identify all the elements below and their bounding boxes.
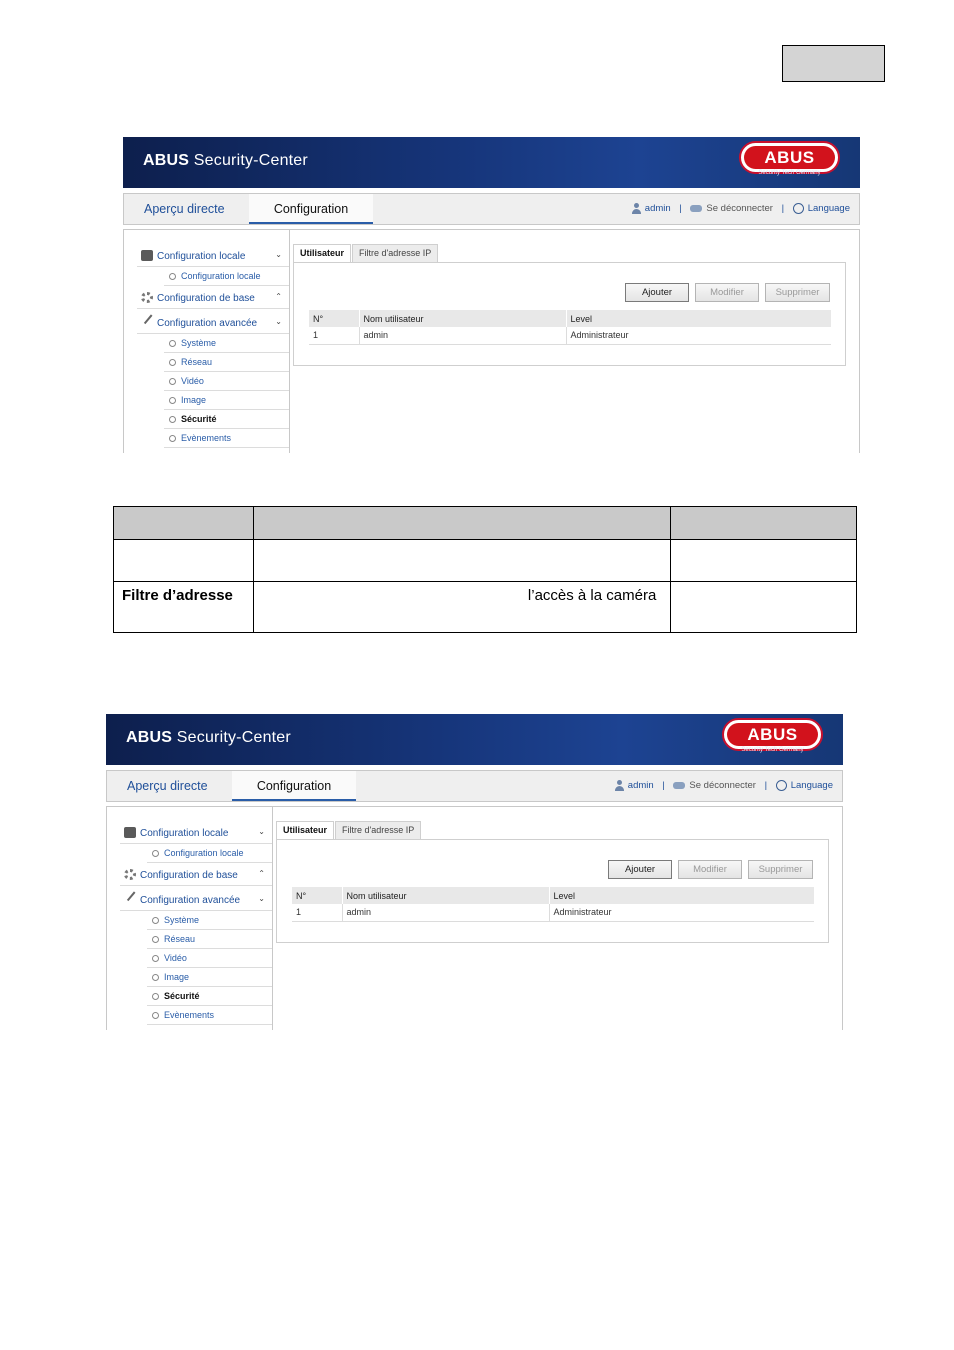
sidebar-basic-config[interactable]: Configuration de base ⌃ [120, 864, 273, 886]
row-label-ip-filter: Filtre d’adresse [114, 582, 254, 633]
row-description: l’accès à la caméra [253, 582, 670, 633]
tab-configuration[interactable]: Configuration [249, 194, 373, 224]
gear-icon [141, 292, 153, 303]
column-header: N° [292, 887, 342, 904]
logo-tagline: Security Tech Germany [741, 747, 804, 753]
page-number-box [782, 45, 885, 82]
user-link[interactable]: admin [644, 203, 671, 214]
chevron-up-icon: ⌃ [258, 869, 265, 878]
user-table [292, 887, 814, 922]
app-title: ABUS Security-Center [143, 152, 308, 169]
sidebar-item-network[interactable]: Réseau [164, 353, 290, 372]
screenshot-user-tab [123, 137, 860, 453]
user-bar: admin | Se déconnecter | Language [631, 203, 850, 214]
column-header: Level [549, 887, 814, 904]
logout-icon [673, 782, 685, 789]
delete-button[interactable]: Supprimer [765, 283, 830, 302]
table-row[interactable]: 1 admin Administrateur [292, 904, 814, 921]
logout-link[interactable]: Se déconnecter [689, 780, 756, 791]
logout-link[interactable]: Se déconnecter [706, 203, 773, 214]
user-bar: admin | Se déconnecter | Language [614, 780, 833, 791]
sidebar-advanced-config[interactable]: Configuration avancée ⌄ [137, 312, 290, 334]
content-area [106, 806, 843, 1030]
chevron-down-icon: ⌄ [275, 250, 282, 259]
logo-tagline: Security Tech Germany [758, 170, 821, 176]
column-header: Nom utilisateur [342, 887, 549, 904]
camera-icon [141, 250, 153, 261]
user-icon [614, 780, 624, 791]
sidebar-item-events[interactable]: Evènements [164, 429, 290, 448]
language-link[interactable]: Language [807, 203, 850, 214]
sidebar [120, 807, 273, 1030]
user-panel [276, 839, 829, 943]
sidebar-item-security[interactable]: Sécurité [147, 987, 273, 1006]
table-row [114, 540, 857, 582]
user-table [309, 310, 831, 345]
abus-logo: ABUS [722, 718, 823, 751]
table-row [114, 582, 857, 633]
abus-logo: ABUS [739, 141, 840, 174]
globe-icon [776, 780, 787, 791]
top-nav [123, 193, 860, 225]
chevron-down-icon: ⌄ [258, 894, 265, 903]
modify-button[interactable]: Modifier [678, 860, 742, 879]
delete-button[interactable]: Supprimer [748, 860, 813, 879]
column-header: Nom utilisateur [359, 310, 566, 327]
language-link[interactable]: Language [790, 780, 833, 791]
tab-ip-filter[interactable]: Filtre d'adresse IP [352, 244, 438, 262]
app-banner [106, 714, 843, 765]
sidebar [137, 230, 290, 453]
tab-user[interactable]: Utilisateur [293, 244, 351, 262]
sidebar-item-video[interactable]: Vidéo [147, 949, 273, 968]
app-banner [123, 137, 860, 188]
logout-icon [690, 205, 702, 212]
sidebar-item-video[interactable]: Vidéo [164, 372, 290, 391]
sidebar-local-config[interactable]: Configuration locale ⌄ [137, 245, 290, 267]
chevron-down-icon: ⌄ [275, 317, 282, 326]
sidebar-item-security[interactable]: Sécurité [164, 410, 290, 429]
add-button[interactable]: Ajouter [625, 283, 689, 302]
sidebar-item-network[interactable]: Réseau [147, 930, 273, 949]
sidebar-item-system[interactable]: Système [147, 911, 273, 930]
gear-icon [124, 869, 136, 880]
sidebar-sub-local-config[interactable]: Configuration locale [147, 844, 273, 863]
app-title: ABUS Security-Center [126, 729, 291, 746]
add-button[interactable]: Ajouter [608, 860, 672, 879]
user-link[interactable]: admin [627, 780, 654, 791]
tab-live-view[interactable]: Aperçu directe [127, 779, 208, 793]
modify-button[interactable]: Modifier [695, 283, 759, 302]
tab-configuration[interactable]: Configuration [232, 771, 356, 801]
column-header: N° [309, 310, 359, 327]
tab-user[interactable]: Utilisateur [276, 821, 334, 839]
tab-live-view[interactable]: Aperçu directe [144, 202, 225, 216]
user-panel [293, 262, 846, 366]
user-icon [631, 203, 641, 214]
sidebar-item-system[interactable]: Système [164, 334, 290, 353]
sidebar-local-config[interactable]: Configuration locale ⌄ [120, 822, 273, 844]
sidebar-sub-local-config[interactable]: Configuration locale [164, 267, 290, 286]
column-header: Level [566, 310, 831, 327]
sidebar-basic-config[interactable]: Configuration de base ⌃ [137, 287, 290, 309]
sidebar-item-image[interactable]: Image [164, 391, 290, 410]
globe-icon [793, 203, 804, 214]
sidebar-item-events[interactable]: Evènements [147, 1006, 273, 1025]
top-nav [106, 770, 843, 802]
tab-ip-filter[interactable]: Filtre d'adresse IP [335, 821, 421, 839]
sidebar-advanced-config[interactable]: Configuration avancée ⌄ [120, 889, 273, 911]
description-table [113, 506, 857, 633]
table-row[interactable]: 1 admin Administrateur [309, 327, 831, 344]
camera-icon [124, 827, 136, 838]
chevron-up-icon: ⌃ [275, 292, 282, 301]
screenshot-user-tab-2 [106, 714, 843, 1030]
sidebar-item-image[interactable]: Image [147, 968, 273, 987]
content-area [123, 229, 860, 453]
chevron-down-icon: ⌄ [258, 827, 265, 836]
